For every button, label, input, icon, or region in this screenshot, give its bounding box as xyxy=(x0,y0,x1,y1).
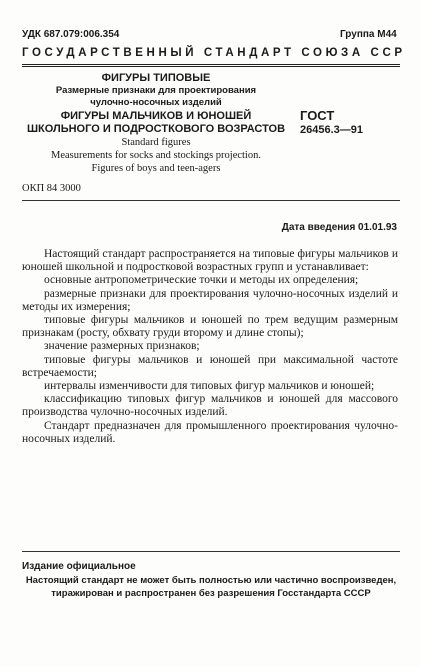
organization-header: ГОСУДАРСТВЕННЫЙ СТАНДАРТ СОЮЗА ССР xyxy=(22,47,406,59)
title-line-1: ФИГУРЫ ТИПОВЫЕ xyxy=(101,72,211,84)
notice-line-2: тиражирован и распространен без разрешения Госстандарта СССР xyxy=(51,588,371,599)
title-line-2: Размерные признаки для проектирования xyxy=(55,85,257,96)
english-title-2: Measurements for socks and stockings projection. xyxy=(51,150,261,161)
group-code: Группа М44 xyxy=(340,29,397,40)
okp-rule xyxy=(22,200,400,201)
title-line-4: ФИГУРЫ МАЛЬЧИКОВ И ЮНОШЕЙ xyxy=(60,110,252,122)
udk-code: УДК 687.079:006.354 xyxy=(22,29,120,40)
paragraph-item-1: основные антропометрические точки и методы их определения; xyxy=(44,274,359,287)
title-line-5: ШКОЛЬНОГО И ПОДРОСТКОВОГО ВОЗРАСТОВ xyxy=(26,123,286,135)
english-title-3: Figures of boys and teen-agers xyxy=(91,163,221,174)
notice-line-1: Настоящий стандарт не может быть полностью или частично воспроизведен, xyxy=(25,575,397,586)
paragraph-item-2: размерные признаки для проектирования чулочно-носочных изделий и методы их измерения; xyxy=(22,287,398,313)
gost-number: 26456.3—91 xyxy=(300,124,363,136)
paragraph-scope: Настоящий стандарт распространяется на типовые фигуры мальчиков и юношей школьной и подростковой возрастных групп и устанавливает: xyxy=(22,248,398,274)
body-text xyxy=(22,248,398,446)
header-rule-bottom xyxy=(22,66,400,67)
footer-rule xyxy=(22,551,400,552)
introduction-date: Дата введения 01.01.93 xyxy=(281,222,397,233)
english-title-1: Standard figures xyxy=(121,137,191,148)
paragraph-item-6: интервалы изменчивости для типовых фигур мальчиков и юношей; xyxy=(44,380,375,393)
paragraph-item-5: типовые фигуры мальчиков и юношей при максимальной частоте встречаемости; xyxy=(22,353,398,379)
header-rule-top xyxy=(22,64,400,65)
paragraph-purpose: Стандарт предназначен для промышленного проектирования чулочно-носочных изделий. xyxy=(22,419,398,445)
paragraph-item-4: значение размерных признаков; xyxy=(44,340,200,353)
okp-code: ОКП 84 3000 xyxy=(22,183,81,194)
paragraph-item-7: классификацию типовых фигур мальчиков и юношей для массового производства чулочно-носочных изделий. xyxy=(22,393,398,419)
gost-label: ГОСТ xyxy=(300,108,335,123)
official-edition: Издание официальное xyxy=(22,561,136,572)
reproduction-notice xyxy=(22,574,400,600)
paragraph-item-3: типовые фигуры мальчиков и юношей по трем ведущим размерным признакам (росту, обхвату груди второму и длине стопы); xyxy=(22,314,398,340)
title-line-3: чулочно-носочных изделий xyxy=(90,97,222,108)
